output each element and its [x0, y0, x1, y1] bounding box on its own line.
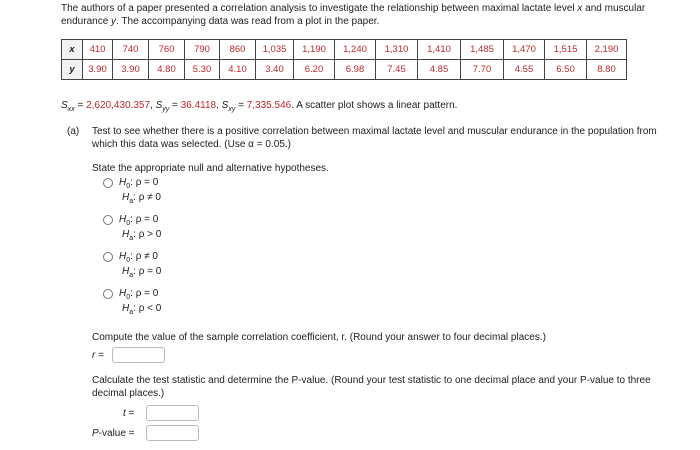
sxx-symbol: S — [61, 100, 68, 111]
intro-text-2: and muscular endurance — [61, 3, 646, 27]
x-cell: 1,470 — [504, 40, 545, 60]
y-cell: 6.98 — [335, 60, 376, 80]
y-cell: 6.20 — [294, 60, 335, 80]
ha-subscript: a — [129, 309, 134, 316]
h0-statement: ρ = 0 — [135, 214, 159, 225]
y-cell: 7.70 — [461, 60, 504, 80]
h0-subscript: 0 — [126, 294, 131, 301]
ha-subscript: a — [129, 272, 134, 279]
ha-statement: ρ > 0 — [138, 229, 162, 240]
h0-statement: ρ ≠ 0 — [135, 251, 158, 262]
y-cell: 8.80 — [587, 60, 627, 80]
x-cell: 860 — [220, 40, 256, 60]
y-cell: 6.50 — [545, 60, 587, 80]
y-cell: 4.80 — [149, 60, 185, 80]
problem-intro — [61, 2, 681, 28]
intro-text-3: . The accompanying data was read from a plot in the paper. — [116, 16, 380, 27]
t-answer-input[interactable] — [146, 405, 199, 421]
null-hypothesis: $H_0$: ρ = 0 — [119, 288, 159, 301]
ha-symbol: H — [122, 192, 130, 203]
h0-symbol: H — [119, 214, 127, 225]
x-row — [62, 40, 627, 60]
sxy-value: 7,335.546 — [246, 100, 292, 111]
x-cell: 1,410 — [418, 40, 461, 60]
x-cell: 410 — [83, 40, 113, 60]
x-cell: 740 — [113, 40, 149, 60]
r-label: r = — [92, 350, 104, 361]
h0-symbol: H — [119, 251, 127, 262]
data-table — [61, 39, 627, 80]
x-cell: 1,310 — [376, 40, 418, 60]
ha-statement: ρ < 0 — [138, 303, 162, 314]
radio-button[interactable] — [103, 215, 113, 225]
h0-symbol: H — [119, 177, 127, 188]
sxy-subscript: xy — [228, 106, 236, 113]
t-label: t = — [123, 408, 135, 419]
x-header: x — [62, 40, 83, 60]
intro-text-1: The authors of a paper presented a correlation analysis to investigate the relationship between maximal lactate level — [61, 3, 578, 14]
hypotheses-prompt: State the appropriate null and alternative hypotheses. — [92, 163, 329, 174]
part-a-label: (a) — [67, 126, 80, 137]
h0-subscript: 0 — [126, 183, 131, 190]
p-value-answer-input[interactable] — [146, 425, 199, 441]
sxx-subscript: xx — [67, 106, 75, 113]
y-cell: 3.40 — [256, 60, 294, 80]
syy-subscript: yy — [162, 106, 170, 113]
x-cell: 1,035 — [256, 40, 294, 60]
y-cell: 3.90 — [83, 60, 113, 80]
h0-symbol: H — [119, 288, 127, 299]
ha-statement: ρ = 0 — [138, 266, 162, 277]
r-answer-input[interactable] — [112, 347, 165, 363]
p-value-label: P-value = — [92, 428, 135, 439]
y-cell: 4.55 — [504, 60, 545, 80]
x-cell: 760 — [149, 40, 185, 60]
stats-trailing-text: . A scatter plot shows a linear pattern. — [291, 100, 458, 111]
intro-var-x: x — [577, 3, 583, 14]
x-cell: 1,190 — [294, 40, 335, 60]
syy-symbol: S — [155, 100, 163, 111]
y-header: y — [62, 60, 83, 80]
x-cell: 1,485 — [461, 40, 504, 60]
ha-subscript: a — [129, 235, 134, 242]
summary-statistics: $S_{xx} = 2,620,430.357$, $S_{yy} = 36.4118$, $S_{xy} = 7,335.546$. A scatter plot shows a linear pattern. — [61, 100, 458, 113]
y-cell: 3.90 — [113, 60, 149, 80]
alt-hypothesis: $H_a$: ρ ≠ 0 — [122, 192, 161, 205]
x-cell: 1,515 — [545, 40, 587, 60]
intro-var-y: y — [111, 16, 117, 27]
ha-symbol: H — [122, 229, 130, 240]
ha-statement: ρ ≠ 0 — [138, 192, 161, 203]
h0-statement: ρ = 0 — [135, 177, 159, 188]
radio-button[interactable] — [103, 289, 113, 299]
syy-value: 36.4118 — [180, 100, 217, 111]
sxy-symbol: S — [221, 100, 229, 111]
radio-button[interactable] — [103, 252, 113, 262]
sxx-value: 2,620,430.357 — [86, 100, 151, 111]
y-cell: 4.10 — [220, 60, 256, 80]
h0-subscript: 0 — [126, 220, 131, 227]
null-hypothesis: $H_0$: ρ ≠ 0 — [119, 251, 158, 264]
ha-symbol: H — [122, 303, 130, 314]
ha-symbol: H — [122, 266, 130, 277]
r-prompt: Compute the value of the sample correlation coefficient, r. (Round your answer to four decimal places.) — [92, 332, 546, 343]
h0-subscript: 0 — [126, 257, 131, 264]
alt-hypothesis: $H_a$: ρ < 0 — [122, 303, 162, 316]
null-hypothesis: $H_0$: ρ = 0 — [119, 177, 159, 190]
alt-hypothesis: $H_a$: ρ > 0 — [122, 229, 162, 242]
x-cell: 2,190 — [587, 40, 627, 60]
h0-statement: ρ = 0 — [135, 288, 159, 299]
y-cell: 4.85 — [418, 60, 461, 80]
part-a-text: Test to see whether there is a positive correlation between maximal lactate level and muscular endurance in the population from which this data was selected. (Use α = 0.05.) — [92, 126, 657, 150]
y-cell: 7.45 — [376, 60, 418, 80]
y-row — [62, 60, 627, 80]
radio-button[interactable] — [103, 178, 113, 188]
y-cell: 5.30 — [185, 60, 220, 80]
test-stat-prompt: Calculate the test statistic and determine the P-value. (Round your test statistic to one decimal place and your P-value to three decimal places.) — [92, 375, 651, 399]
x-cell: 790 — [185, 40, 220, 60]
ha-subscript: a — [129, 198, 134, 205]
x-cell: 1,240 — [335, 40, 376, 60]
null-hypothesis: $H_0$: ρ = 0 — [119, 214, 159, 227]
alt-hypothesis: $H_a$: ρ = 0 — [122, 266, 162, 279]
